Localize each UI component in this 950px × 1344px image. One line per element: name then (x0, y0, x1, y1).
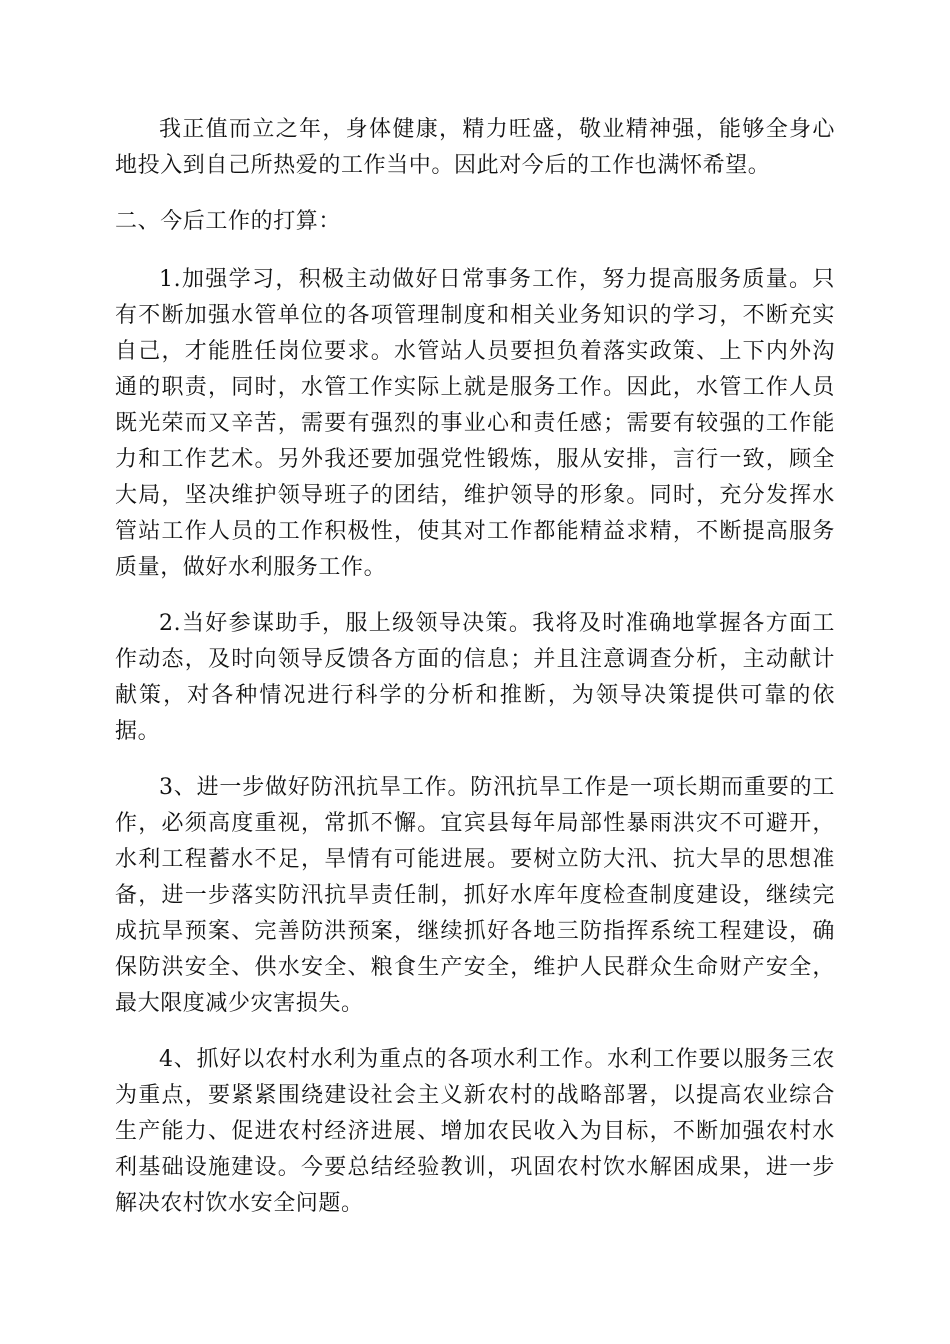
document-body (115, 112, 835, 1242)
paragraph-item-2: 2.当好参谋助手，服上级领导决策。我将及时准确地掌握各方面工作动态，及时向领导反馈各方面的信息；并且注意调查分析，主动献计献策，对各种情况进行科学的分析和推断，为领导决策提供可靠的依据。 (115, 611, 835, 744)
paragraph-item-1: 1.加强学习，积极主动做好日常事务工作，努力提高服务质量。只有不断加强水管单位的各项管理制度和相关业务知识的学习，不断充实自己，才能胜任岗位要求。水管站人员要担负着落实政策、上下内外沟通的职责，同时，水管工作实际上就是服务工作。因此，水管工作人员既光荣而又辛苦，需要有强烈的事业心和责任感；需要有较强的工作能力和工作艺术。另外我还要加强党性锻炼，服从安排，言行一致，顾全大局，坚决维护领导班子的团结，维护领导的形象。同时，充分发挥水管站工作人员的工作积极性，使其对工作都能精益求精，不断提高服务质量，做好水利服务工作。 (115, 267, 835, 580)
paragraph-item-4: 4、抓好以农村水利为重点的各项水利工作。水利工作要以服务三农为重点，要紧紧围绕建设社会主义新农村的战略部署，以提高农业综合生产能力、促进农村经济进展、增加农民收入为目标，不断加强农村水利基础设施建设。今要总结经验教训，巩固农村饮水解困成果，进一步解决农村饮水安全问题。 (115, 1047, 835, 1216)
paragraph-intro: 我正值而立之年，身体健康，精力旺盛，敬业精神强，能够全身心地投入到自己所热爱的工作当中。因此对今后的工作也满怀希望。 (115, 117, 835, 178)
paragraph-item-3: 3、进一步做好防汛抗旱工作。防汛抗旱工作是一项长期而重要的工作，必须高度重视，常抓不懈。宜宾县每年局部性暴雨洪灾不可避开，水利工程蓄水不足，旱情有可能进展。要树立防大汛、抗大旱的思想准备，进一步落实防汛抗旱责任制，抓好水库年度检查制度建设，继续完成抗旱预案、完善防洪预案，继续抓好各地三防指挥系统工程建设，确保防洪安全、供水安全、粮食生产安全，维护人民群众生命财产安全，最大限度减少灾害损失。 (115, 775, 835, 1016)
section-heading-future-plans: 二、今后工作的打算： (115, 209, 342, 234)
